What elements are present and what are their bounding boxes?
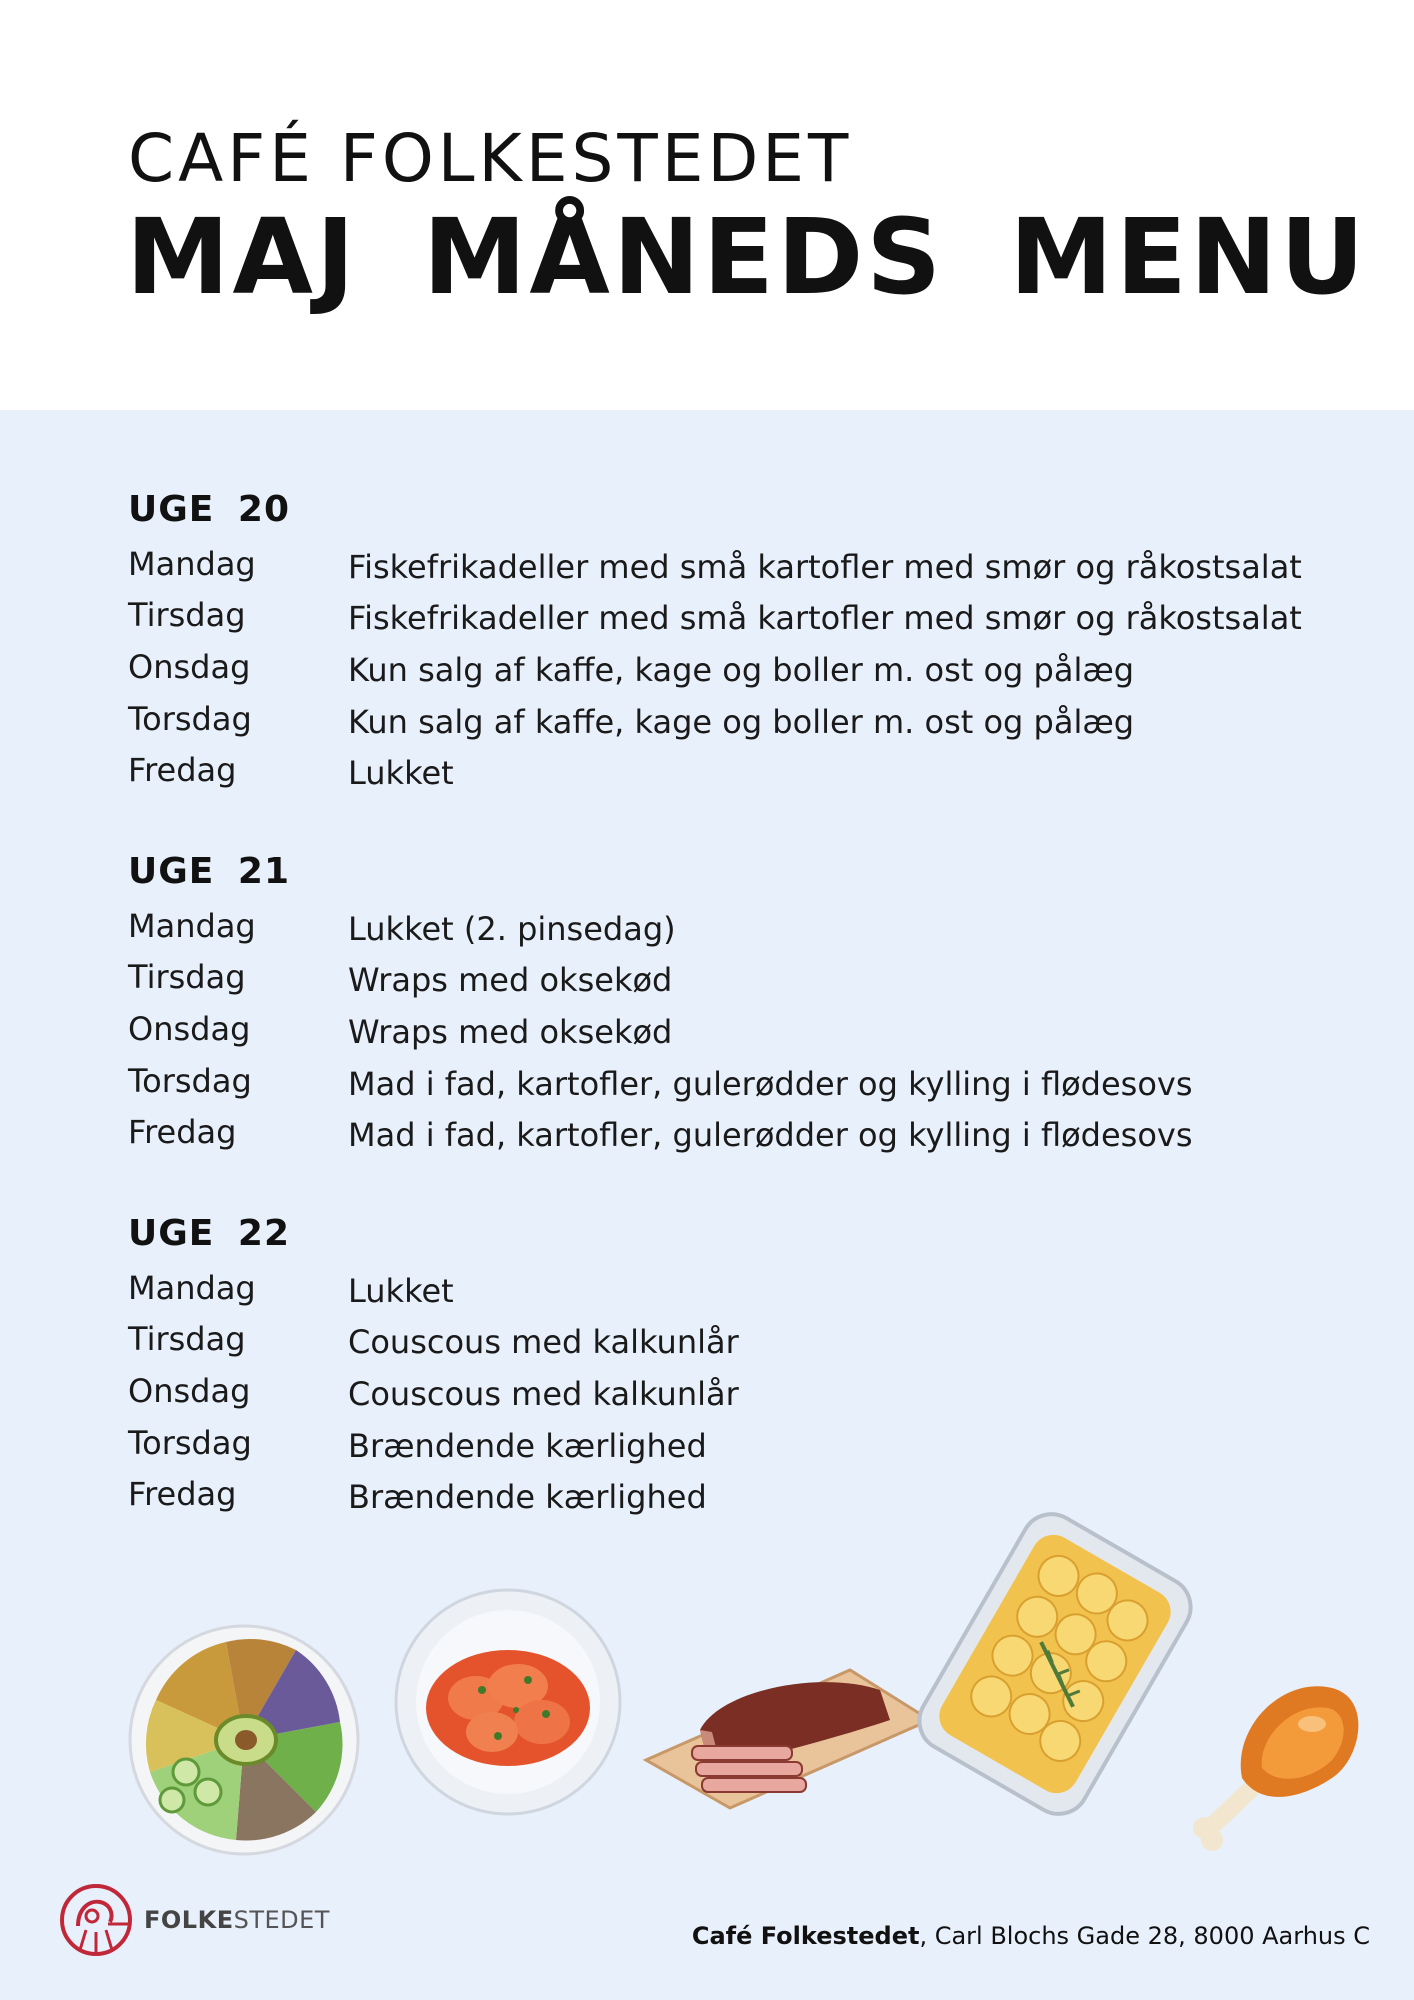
day-label: Mandag <box>128 544 256 583</box>
day-label: Torsdag <box>128 1061 252 1100</box>
week-21 <box>128 848 1388 1158</box>
day-label: Torsdag <box>128 1423 252 1462</box>
day-label: Mandag <box>128 1268 256 1307</box>
menu-row <box>128 590 1388 642</box>
menu-row <box>128 1417 1388 1469</box>
menu-row <box>128 1003 1388 1055</box>
menu-row <box>128 693 1388 745</box>
week-title: UGE 20 <box>128 489 291 530</box>
dish-label: Lukket (2. pinsedag) <box>348 909 676 948</box>
dish-label: Wraps med oksekød <box>348 961 673 1000</box>
menu-row <box>128 952 1388 1004</box>
menu-row <box>128 900 1388 952</box>
menu-row <box>128 1055 1388 1107</box>
day-label: Tirsdag <box>128 596 246 635</box>
dish-label: Couscous med kalkunlår <box>348 1374 739 1413</box>
roast-meat-board-icon <box>640 1650 934 1810</box>
dish-label: Fiskefrikadeller med små kartofler med smør og råkostsalat <box>348 547 1302 586</box>
week-22 <box>128 1210 1388 1520</box>
salad-bowl-icon <box>126 1622 362 1858</box>
menu-row <box>128 641 1388 693</box>
dish-label: Kun salg af kaffe, kage og boller m. ost og pålæg <box>348 650 1135 689</box>
week-20 <box>128 486 1388 796</box>
day-label: Onsdag <box>128 1371 251 1410</box>
day-label: Fredag <box>128 1113 237 1152</box>
cafe-name: CAFÉ FOLKESTEDET <box>128 120 853 197</box>
potato-gratin-dish-icon <box>902 1512 1208 1816</box>
dish-label: Kun salg af kaffe, kage og boller m. ost og pålæg <box>348 702 1135 741</box>
dish-label: Fiskefrikadeller med små kartofler med smør og råkostsalat <box>348 599 1302 638</box>
week-title: UGE 22 <box>128 1213 291 1254</box>
dish-label: Mad i fad, kartofler, gulerødder og kylling i flødesovs <box>348 1064 1193 1103</box>
dish-label: Lukket <box>348 1271 454 1310</box>
menu-row <box>128 1365 1388 1417</box>
dish-label: Wraps med oksekød <box>348 1012 673 1051</box>
logo-wordmark-strong: FOLKE <box>144 1906 234 1934</box>
day-label: Mandag <box>128 906 256 945</box>
dish-label: Brændende kærlighed <box>348 1426 707 1465</box>
dish-label: Brændende kærlighed <box>348 1478 707 1517</box>
dish-label: Couscous med kalkunlår <box>348 1323 739 1362</box>
menu-title: MAJ MÅNEDS MENU <box>126 196 1368 318</box>
menu-row <box>128 1314 1388 1366</box>
footer-address-text: , Carl Blochs Gade 28, 8000 Aarhus C <box>919 1922 1370 1950</box>
logo-wordmark <box>144 1906 330 1934</box>
footer-address <box>692 1922 1370 1950</box>
day-label: Tirsdag <box>128 1320 246 1359</box>
day-label: Tirsdag <box>128 958 246 997</box>
footer-cafe-name: Café Folkestedet <box>691 1922 920 1950</box>
day-label: Fredag <box>128 751 237 790</box>
chicken-drumstick-icon <box>1182 1668 1368 1860</box>
day-label: Torsdag <box>128 699 252 738</box>
dish-label: Lukket <box>348 754 454 793</box>
menu-row <box>128 1262 1388 1314</box>
menu-row <box>128 744 1388 796</box>
menu-row <box>128 538 1388 590</box>
header <box>0 0 1414 410</box>
folkestedet-logo <box>56 1880 356 1960</box>
menu-row <box>128 1106 1388 1158</box>
cabbage-rolls-plate-icon <box>392 1586 624 1818</box>
day-label: Onsdag <box>128 1009 251 1048</box>
folkestedet-logo-icon <box>56 1880 136 1960</box>
dish-label: Mad i fad, kartofler, gulerødder og kylling i flødesovs <box>348 1116 1193 1155</box>
week-title: UGE 21 <box>128 851 291 892</box>
day-label: Fredag <box>128 1475 237 1514</box>
day-label: Onsdag <box>128 647 251 686</box>
logo-wordmark-light: STEDET <box>233 1906 330 1934</box>
